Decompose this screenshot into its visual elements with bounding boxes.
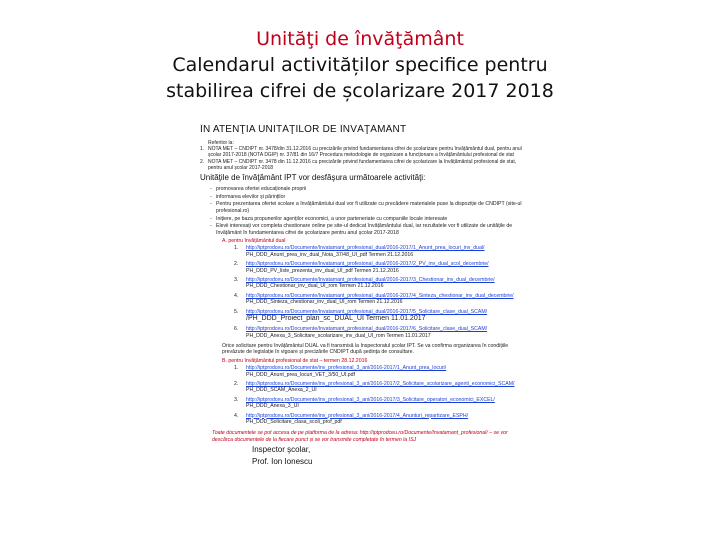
reference-item: 2. NOTA MET – CNDIPT nr. 3478 din 11.12.2016 cu precizările privind fundamentarea cifrei de școlarizare la învățământul profesional de stat, pentru anul școlar 2017-2018 — [200, 159, 517, 171]
document-link[interactable]: http://iptprodceu.ro/Documente/inv_profesional_3_ani/2016-2017/1_Anunt_prea_locuri/ — [246, 365, 447, 372]
slide-subtitle-line2: stabilirea cifrei de școlarizare 2017 2018 — [166, 80, 554, 102]
document-heading: ÎN ATENŢIA UNITĂŢILOR DE ÎNVĂŢĂMÂNT — [200, 124, 407, 135]
section-a-item: 4. http://iptprodceu.ro/Documente/Invatamant_profesional_dual/2016-2017/4_Sinteza_chestionar_inv_dual_decembrie/ PH_DDD_Sinteza_chestionar_inv_dual_UI_rom Termen 21.12.2016 — [234, 292, 514, 306]
document-note: Orice solicitare pentru învățământul DUAL va fi transmisă la Inspectoratul școlar IPT. Se va confirma organizarea în condițiile prevăzute de legislație în vigoare și precizările CNDIPT după ședința de consultare. — [222, 342, 509, 356]
scanned-document — [200, 124, 530, 530]
bullet-item: - Inițiere, pe baza propunerilor agenților economici, a unor parteneriate cu companiile locale interesate — [210, 216, 530, 222]
bullet-item: - promovarea ofertei educaționale proprii — [210, 186, 530, 192]
bullet-item: - Pentru prezentarea ofertei scolare a învățământului dual vor fi utilizate cu precădere materialele puse la dispoziție de CNDIPT (site-ul profesional.ro) — [210, 201, 530, 214]
references-list — [200, 146, 530, 171]
document-link[interactable]: http://iptprodceu.ro/Documente/inv_profesional_3_ani/2016-2017/2_Solicitare_scolarizare_agenti_economici_SCAM/ — [246, 380, 515, 387]
section-a-item: 5. http://iptprodceu.ro/Documente/Invatamant_profesional_dual/2016-2017/5_Solicitare_clase_dual_SCAM/ /PH_DDD_Proiect_plan_sc_DUAL_UI Termen 11.01.2017 — [234, 308, 488, 323]
section-a-label: A. pentru învățământul dual — [222, 238, 286, 245]
section-b-list — [200, 365, 530, 425]
section-b-item: 3. http://iptprodceu.ro/Documente/inv_profesional_3_ani/2016-2017/3_Solicitare_operatori_economici_EXCEL/ PH_DDD_Anexa_3_UI — [234, 396, 495, 410]
activity-bullets — [200, 186, 530, 236]
slide-subtitle-line1: Calendarul activităților specifice pentru — [172, 54, 548, 76]
section-b-item: 1. http://iptprodceu.ro/Documente/inv_profesional_3_ani/2016-2017/1_Anunt_prea_locuri/ PH_DDD_Anunt_prea_locuri_VET_3/50_UI.pdf — [234, 365, 447, 378]
document-subheading: Unităţile de învăţământ IPT vor desfăşura următoarele activităţi: — [200, 173, 426, 182]
section-b-label: B. pentru învățământul profesional de stat – termen 28.12.2016 — [222, 357, 368, 364]
slide-title: Unităţi de învăţământ — [256, 28, 464, 50]
document-footer-note: Toate documentele se pot accesa de pe platforma de la adresa: http://iptprodceu.ro/Documente/Invatamant_profesional/ – se vor descărca documentele de la fiecare punct și se vor transmite completate în termen la ISJ — [212, 430, 508, 443]
signature-name: Prof. Ion Ionescu — [252, 456, 313, 466]
references-label: Referitor la: — [208, 140, 234, 146]
document-link[interactable]: http://iptprodceu.ro/Documente/Invatamant_profesional_dual/2016-2017/6_Solicitare_clase_dual_SCAM/ — [246, 326, 488, 333]
document-link[interactable]: http://iptprodceu.ro/Documente/Invatamant_profesional_dual/2016-2017/4_Sinteza_chestionar_inv_dual_decembrie/ — [246, 292, 514, 299]
section-a-item: 1. http://iptprodceu.ro/Documente/Invatamant_profesional_dual/2016-2017/1_Anunt_prea_locuri_inv_dual/ PH_DDD_Anunt_prea_inv_dual_Nota_37/48_UI_pdf Termen 21.12.2016 — [234, 245, 485, 258]
section-a-item: 6. http://iptprodceu.ro/Documente/Invatamant_profesional_dual/2016-2017/6_Solicitare_clase_dual_SCAM/ PH_DDD_Anexa_3_Solicitare_scolarizare_inv_dual_UI_rom Termen 11.01.2017 — [234, 326, 488, 339]
slide-title-block — [0, 26, 720, 104]
reference-item: 1. NOTA MET – CNDIPT nr. 3478/din 31.12.2016 cu precizările privind fundamentarea cifrei de școlarizare pentru învățământul dual, pentru anul școlar 2017-2018 (NOTA DGIP) nr. 37/81 din 16/7 Procedura metodologie de organizare a funcționare a învățământului profesional de stat — [200, 146, 522, 158]
bullet-item: - Elevii interesați vor completa chestionare online pe site-ul dedicat învățământului dual, iar rezultatele vor fi utilizate de unitățile de învățământ în fundamentarea cifrei de școlarizare pentru anul școlar 2017-2018 — [210, 223, 530, 236]
document-link[interactable]: http://iptprodceu.ro/Documente/Invatamant_profesional_dual/2016-2017/1_Anunt_prea_locuri_inv_dual/ — [246, 245, 485, 252]
section-a-item: 3. http://iptprodceu.ro/Documente/Invatamant_profesional_dual/2016-2017/3_Chestionar_inv_dual_decembrie/ PH_DDD_Chestionar_inv_dual_UI_rom Termen 21.12.2016 — [234, 277, 495, 290]
document-link[interactable]: http://iptprodceu.ro/Documente/Invatamant_profesional_dual/2016-2017/2_PV_inv_dual_scol_decembrie/ — [246, 261, 489, 268]
section-b-item: 2. http://iptprodceu.ro/Documente/inv_profesional_3_ani/2016-2017/2_Solicitare_scolarizare_agenti_economici_SCAM/ PH_DDD_SCAM_Anexa_2_UI — [234, 380, 515, 394]
section-a-list — [200, 245, 530, 338]
signature-title: Inspector şcolar, — [252, 445, 311, 455]
bullet-item: - informarea elevilor și părinților — [210, 194, 530, 200]
section-b-item: 4. http://iptprodceu.ro/Documente/inv_profesional_3_ani/2016-2017/4_Anunturi_repartizare_ESPH/ PH_DDD_Solicitare_clasa_scoli_prof_pdf — [234, 412, 469, 425]
document-link[interactable]: http://iptprodceu.ro/Documente/inv_profesional_3_ani/2016-2017/3_Solicitare_operatori_economici_EXCEL/ — [246, 396, 495, 403]
document-link[interactable]: http://iptprodceu.ro/Documente/inv_profesional_3_ani/2016-2017/4_Anunturi_repartizare_ESPH/ — [246, 412, 469, 419]
section-a-item: 2. http://iptprodceu.ro/Documente/Invatamant_profesional_dual/2016-2017/2_PV_inv_dual_scol_decembrie/ PH_DDD_PV_liste_prezenta_inv_dual_UI_pdf Termen 21.12.2016 — [234, 261, 489, 274]
document-link[interactable]: http://iptprodceu.ro/Documente/Invatamant_profesional_dual/2016-2017/3_Chestionar_inv_dual_decembrie/ — [246, 277, 495, 284]
document-link[interactable]: http://iptprodceu.ro/Documente/Invatamant_profesional_dual/2016-2017/5_Solicitare_clase_dual_SCAM/ — [246, 308, 488, 315]
